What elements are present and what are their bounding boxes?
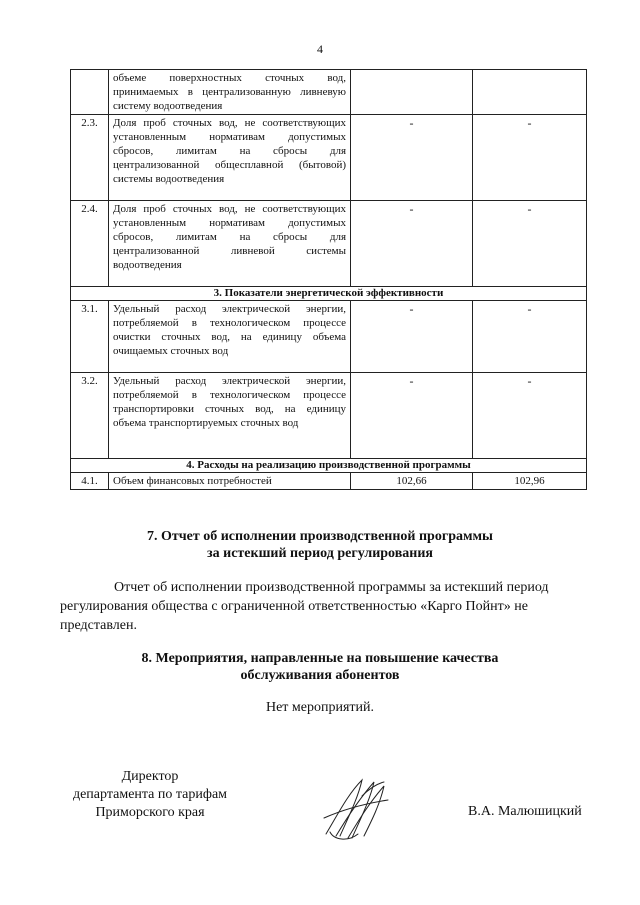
value-cell: 102,96 [473, 473, 587, 490]
section7-title-line1: 7. Отчет об исполнении производственной программы [146, 529, 493, 544]
indicators-table [70, 69, 587, 490]
row-name-cell: объеме поверхностных сточных вод, принимаемых в централизованную ливневую систему водоотведения [109, 70, 351, 115]
section8-title-line1: 8. Мероприятия, направленные на повышение качества [141, 651, 499, 666]
table-row [71, 473, 587, 490]
section7-text: Отчет об исполнении производственной программы за истекший период регулирования общества с ограниченной ответственностью «Карго Пойнт» не представлен. [60, 580, 549, 633]
section-heading: 4. Расходы на реализацию производственной программы [71, 459, 587, 473]
value-cell: 102,66 [351, 473, 473, 490]
section-heading: 3. Показатели энергетической эффективности [71, 287, 587, 301]
section8-title-line2: обслуживания абонентов [240, 668, 400, 683]
value-cell: - [351, 301, 473, 373]
signatory-title [60, 768, 240, 822]
signatory-name: В.А. Малюшицкий [468, 804, 582, 819]
row-name-cell: Удельный расход электрической энергии, потребляемой в технологическом процессе очистки сточных вод, на единицу объема очищаемых сточных вод [109, 301, 351, 373]
value-cell: - [351, 373, 473, 459]
row-name-cell: Объем финансовых потребностей [109, 473, 351, 490]
section-row [71, 459, 587, 473]
page-number: 4 [317, 42, 323, 56]
value-cell: - [351, 201, 473, 287]
section8-text: Нет мероприятий. [265, 700, 375, 715]
signatory-title-line2: департамента по тарифам [72, 787, 228, 802]
value-cell: - [351, 115, 473, 201]
row-number-cell: 2.3. [71, 115, 109, 201]
section7-title-line2: за истекший период регулирования [207, 546, 433, 561]
handwritten-signature [318, 774, 392, 844]
table-row [71, 373, 587, 459]
value-cell: - [473, 115, 587, 201]
row-number-cell: 2.4. [71, 201, 109, 287]
value-cell: - [473, 301, 587, 373]
row-name-cell: Доля проб сточных вод, не соответствующих установленным нормативам допустимых сбросов, лимитам на сбросы для централизованной общесплавной (бытовой) системы водоотведения [109, 115, 351, 201]
section-row [71, 287, 587, 301]
table-row [71, 301, 587, 373]
row-number-cell: 3.1. [71, 301, 109, 373]
row-number-cell [71, 70, 109, 115]
signatory-title-line1: Директор [121, 769, 179, 784]
row-name-cell: Доля проб сточных вод, не соответствующих установленным нормативам допустимых сбросов, лимитам на сбросы для централизованной ливневой системы водоотведения [109, 201, 351, 287]
value-cell: - [473, 373, 587, 459]
table-row [71, 70, 587, 115]
table-row [71, 201, 587, 287]
value-cell [351, 70, 473, 115]
table-row [71, 115, 587, 201]
value-cell [473, 70, 587, 115]
signatory-title-line3: Приморского края [95, 805, 205, 820]
row-name-cell: Удельный расход электрической энергии, потребляемой в технологическом процессе транспортировки сточных вод, на единицу объема транспортируемых сточных вод [109, 373, 351, 459]
value-cell: - [473, 201, 587, 287]
row-number-cell: 4.1. [71, 473, 109, 490]
row-number-cell: 3.2. [71, 373, 109, 459]
